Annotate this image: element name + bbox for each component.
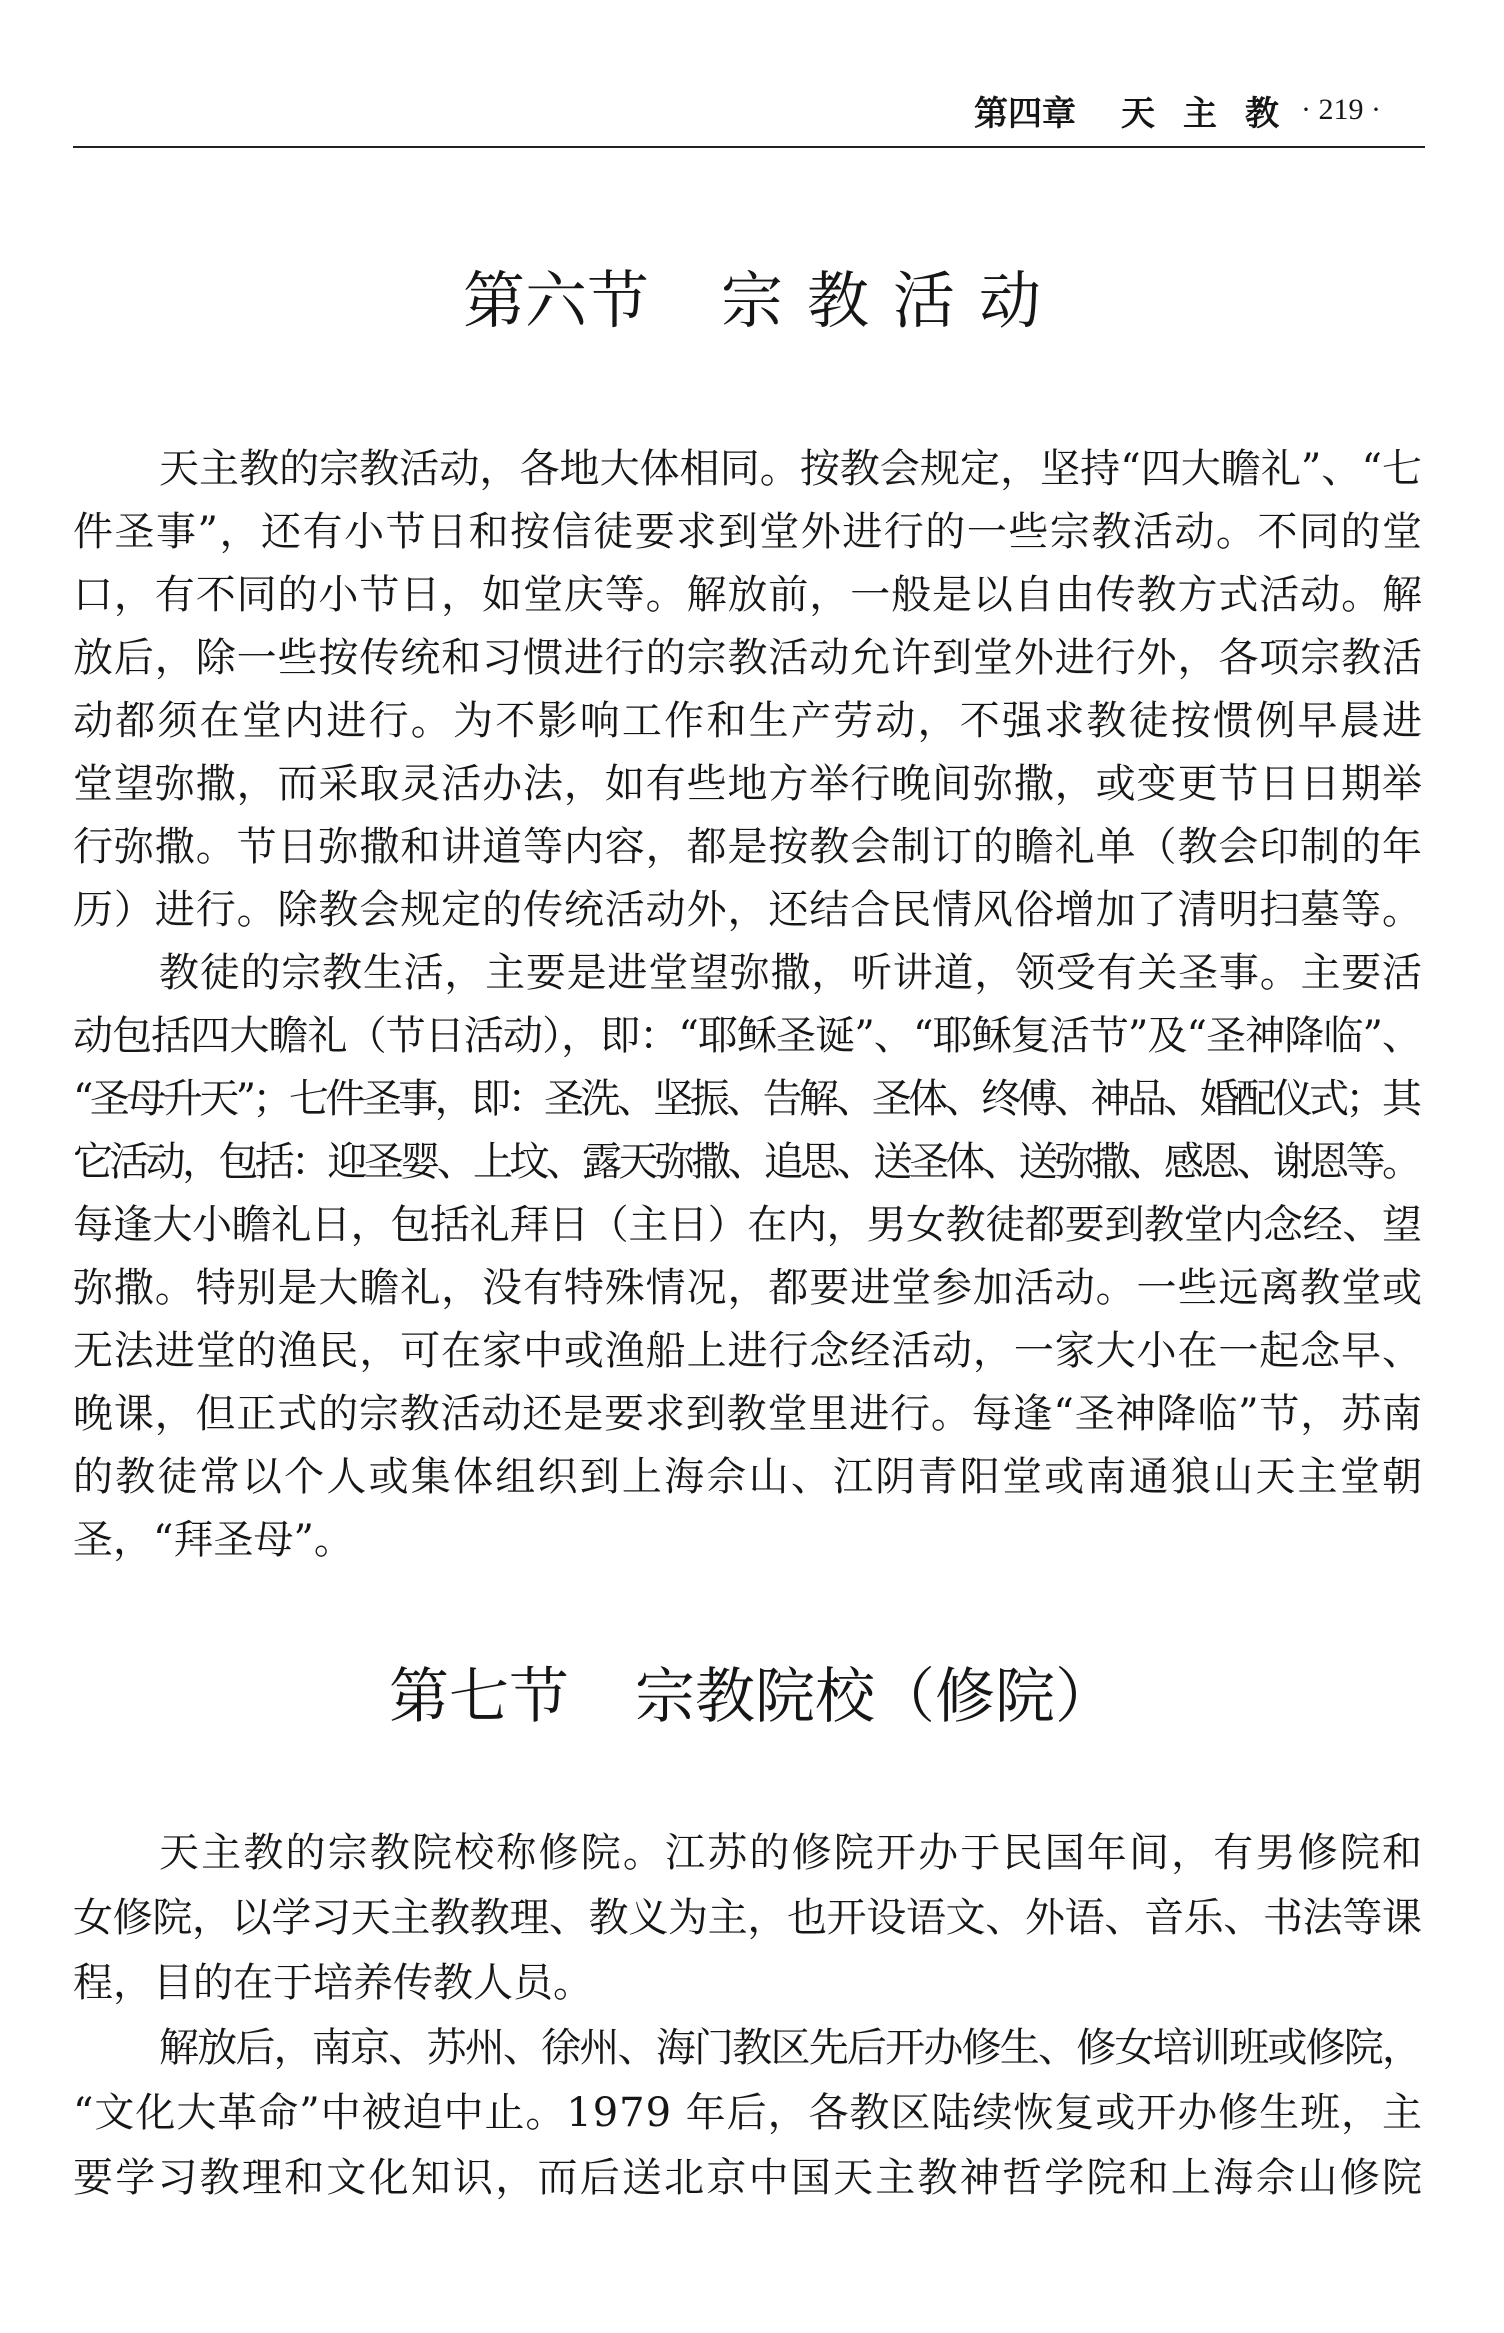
- text-line: 教徒的宗教生活，主要是进堂望弥撒，听讲道，领受有关圣事。主要活: [159, 950, 1423, 996]
- text-line: 历）进行。除教会规定的传统活动外，还结合民情风俗增加了清明扫墓等。: [73, 887, 1423, 933]
- text-line: 程，目的在于培养传教人员。: [73, 1960, 593, 2006]
- section-title: 宗教院校（修院）: [635, 1662, 1115, 1732]
- section-body: [73, 438, 1425, 1572]
- text-line: “文化大革命”中被迫中止。1979 年后，各教区陆续恢复或开办修生班，主: [73, 2090, 1423, 2136]
- text-line: 件圣事”，还有小节日和按信徒要求到堂外进行的一些宗教活动。不同的堂: [73, 509, 1424, 555]
- chapter-title: 天主教: [1121, 93, 1308, 134]
- text-line: 动都须在堂内进行。为不影响工作和生产劳动，不强求教徒按惯例早晨进: [73, 698, 1425, 744]
- text-line: 天主教的宗教院校称修院。江苏的修院开办于民国年间，有男修院和: [159, 1830, 1425, 1876]
- text-line: 无法进堂的渔民，可在家中或渔船上进行念经活动，一家大小在一起念早、: [73, 1328, 1423, 1374]
- text-line: 行弥撒。节日弥撒和讲道等内容，都是按教会制订的瞻礼单（教会印制的年: [73, 824, 1423, 870]
- header-rule: [73, 146, 1425, 148]
- paragraph: [73, 942, 1425, 1572]
- text-line: 动包括四大瞻礼（节日活动），即：“耶稣圣诞”、“耶稣复活节”及“圣神降临”、: [73, 1013, 1422, 1059]
- chapter-number: 第四章: [974, 93, 1077, 134]
- text-line: 的教徒常以个人或集体组织到上海佘山、江阴青阳堂或南通狼山天主堂朝: [73, 1454, 1425, 1500]
- page-number: · 219 ·: [1301, 93, 1381, 126]
- section-title: 宗教活动: [721, 264, 1066, 337]
- text-line: 每逢大小瞻礼日，包括礼拜日（主日）在内，男女教徒都要到教堂内念经、望: [73, 1202, 1422, 1248]
- text-line: 要学习教理和文化知识，而后送北京中国天主教神哲学院和上海佘山修院: [73, 2155, 1425, 2201]
- text-line: 晚课，但正式的宗教活动还是要求到教堂里进行。每逢“圣神降临”节，苏南: [73, 1391, 1423, 1437]
- section-number: 第七节: [389, 1662, 569, 1732]
- paragraph: [73, 438, 1425, 942]
- text-line: 弥撒。特别是大瞻礼，没有特殊情况，都要进堂参加活动。一些远离教堂或: [73, 1265, 1423, 1311]
- text-line: “圣母升天”；七件圣事，即：圣洗、坚振、告解、圣体、终傅、神品、婚配仪式；其: [73, 1076, 1419, 1122]
- section-body: [73, 1821, 1425, 2211]
- text-line: 堂望弥撒，而采取灵活办法，如有些地方举行晚间弥撒，或变更节日日期举: [73, 761, 1423, 807]
- running-head: [974, 86, 1381, 134]
- text-line: 天主教的宗教活动，各地大体相同。按教会规定，坚持“四大瞻礼”、“七: [159, 446, 1423, 492]
- paragraph: [73, 1821, 1425, 2016]
- section-heading: [0, 1657, 1504, 1737]
- text-line: 它活动，包括：迎圣婴、上坟、露天弥撒、追思、送圣体、送弥撒、感恩、谢恩等。: [73, 1139, 1419, 1185]
- text-line: 解放后，南京、苏州、徐州、海门教区先后开办修生、修女培训班或修院，: [159, 2025, 1421, 2071]
- text-line: 圣，“拜圣母”。: [73, 1517, 354, 1563]
- text-line: 口，有不同的小节日，如堂庆等。解放前，一般是以自由传教方式活动。解: [73, 572, 1423, 618]
- paragraph: [73, 2016, 1425, 2211]
- text-line: 放后，除一些按传统和习惯进行的宗教活动允许到堂外进行外，各项宗教活: [73, 635, 1423, 681]
- section-number: 第六节: [462, 264, 649, 337]
- section-heading: [0, 261, 1504, 341]
- text-line: 女修院，以学习天主教教理、教义为主，也开设语文、外语、音乐、书法等课: [73, 1895, 1422, 1941]
